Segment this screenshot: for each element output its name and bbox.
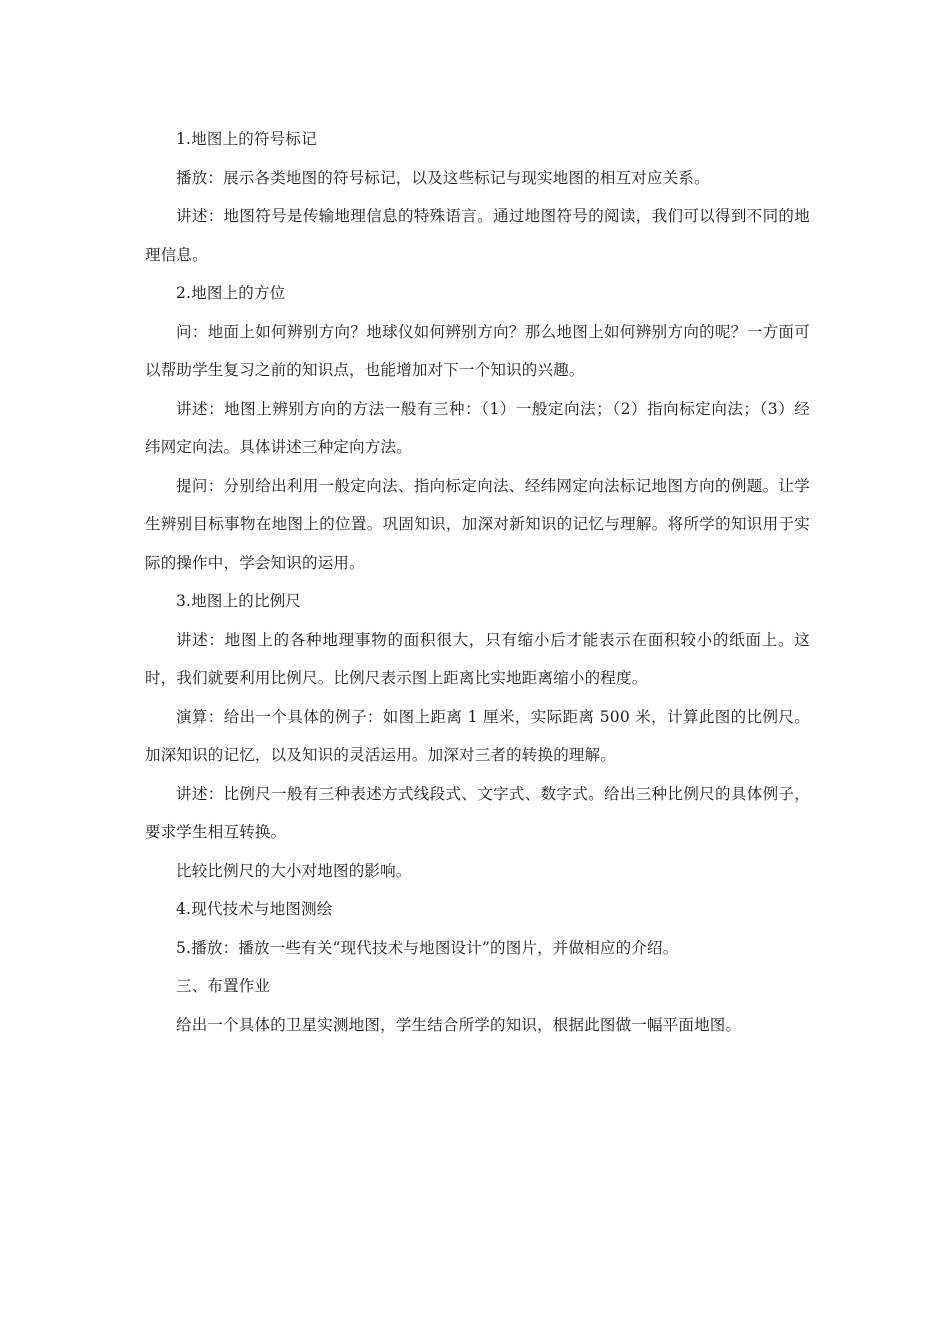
heading-map-direction: 2.地图上的方位	[176, 284, 286, 302]
paragraph-explain-scale: 讲述：地图上的各种地理事物的面积很大，只有缩小后才能表示在面积较小的纸面上。这时，我们就要利用比例尺。比例尺表示图上距离比实地距离缩小的程度。	[145, 630, 810, 687]
heading-map-scale: 3.地图上的比例尺	[176, 592, 302, 610]
paragraph-question-direction: 问：地面上如何辨别方向？地球仪如何辨别方向？那么地图上如何辨别方向的呢？一方面可以帮助学生复习之前的知识点，也能增加对下一个知识的兴趣。	[145, 322, 810, 379]
heading-modern-technology: 4.现代技术与地图测绘	[176, 900, 333, 918]
heading-map-symbols: 1.地图上的符号标记	[176, 130, 317, 148]
heading-homework: 三、布置作业	[176, 977, 271, 995]
paragraph-calculation-scale: 演算：给出一个具体的例子：如图上距离 1 厘米，实际距离 500 米，计算此图的比例尺。加深知识的记忆，以及知识的灵活运用。加深对三者的转换的理解。	[145, 707, 810, 764]
paragraph-explain-scale-forms: 讲述：比例尺一般有三种表述方式线段式、文字式、数字式。给出三种比例尺的具体例子，要求学生相互转换。	[145, 784, 810, 841]
paragraph-play-technology: 5.播放：播放一些有关“现代技术与地图设计”的图片，并做相应的介绍。	[176, 938, 679, 957]
paragraph-ask-direction-examples: 提问：分别给出利用一般定向法、指向标定向法、经纬网定向法标记地图方向的例题。让学生辨别目标事物在地图上的位置。巩固知识，加深对新知识的记忆与理解。将所学的知识用于实际的操作中，学会知识的运用。	[145, 476, 810, 572]
document-body	[145, 120, 810, 1044]
paragraph-compare-scale: 比较比例尺的大小对地图的影响。	[176, 861, 412, 880]
paragraph-explain-symbols: 讲述：地图符号是传输地理信息的特殊语言。通过地图符号的阅读，我们可以得到不同的地理信息。	[145, 207, 810, 264]
paragraph-homework: 给出一个具体的卫星实测地图，学生结合所学的知识，根据此图做一幅平面地图。	[176, 1015, 742, 1034]
paragraph-explain-direction-methods: 讲述：地图上辨别方向的方法一般有三种：（1）一般定向法；（2）指向标定向法；（3）经纬网定向法。具体讲述三种定向方法。	[145, 399, 810, 456]
paragraph-play-symbols: 播放：展示各类地图的符号标记，以及这些标记与现实地图的相互对应关系。	[176, 168, 710, 187]
